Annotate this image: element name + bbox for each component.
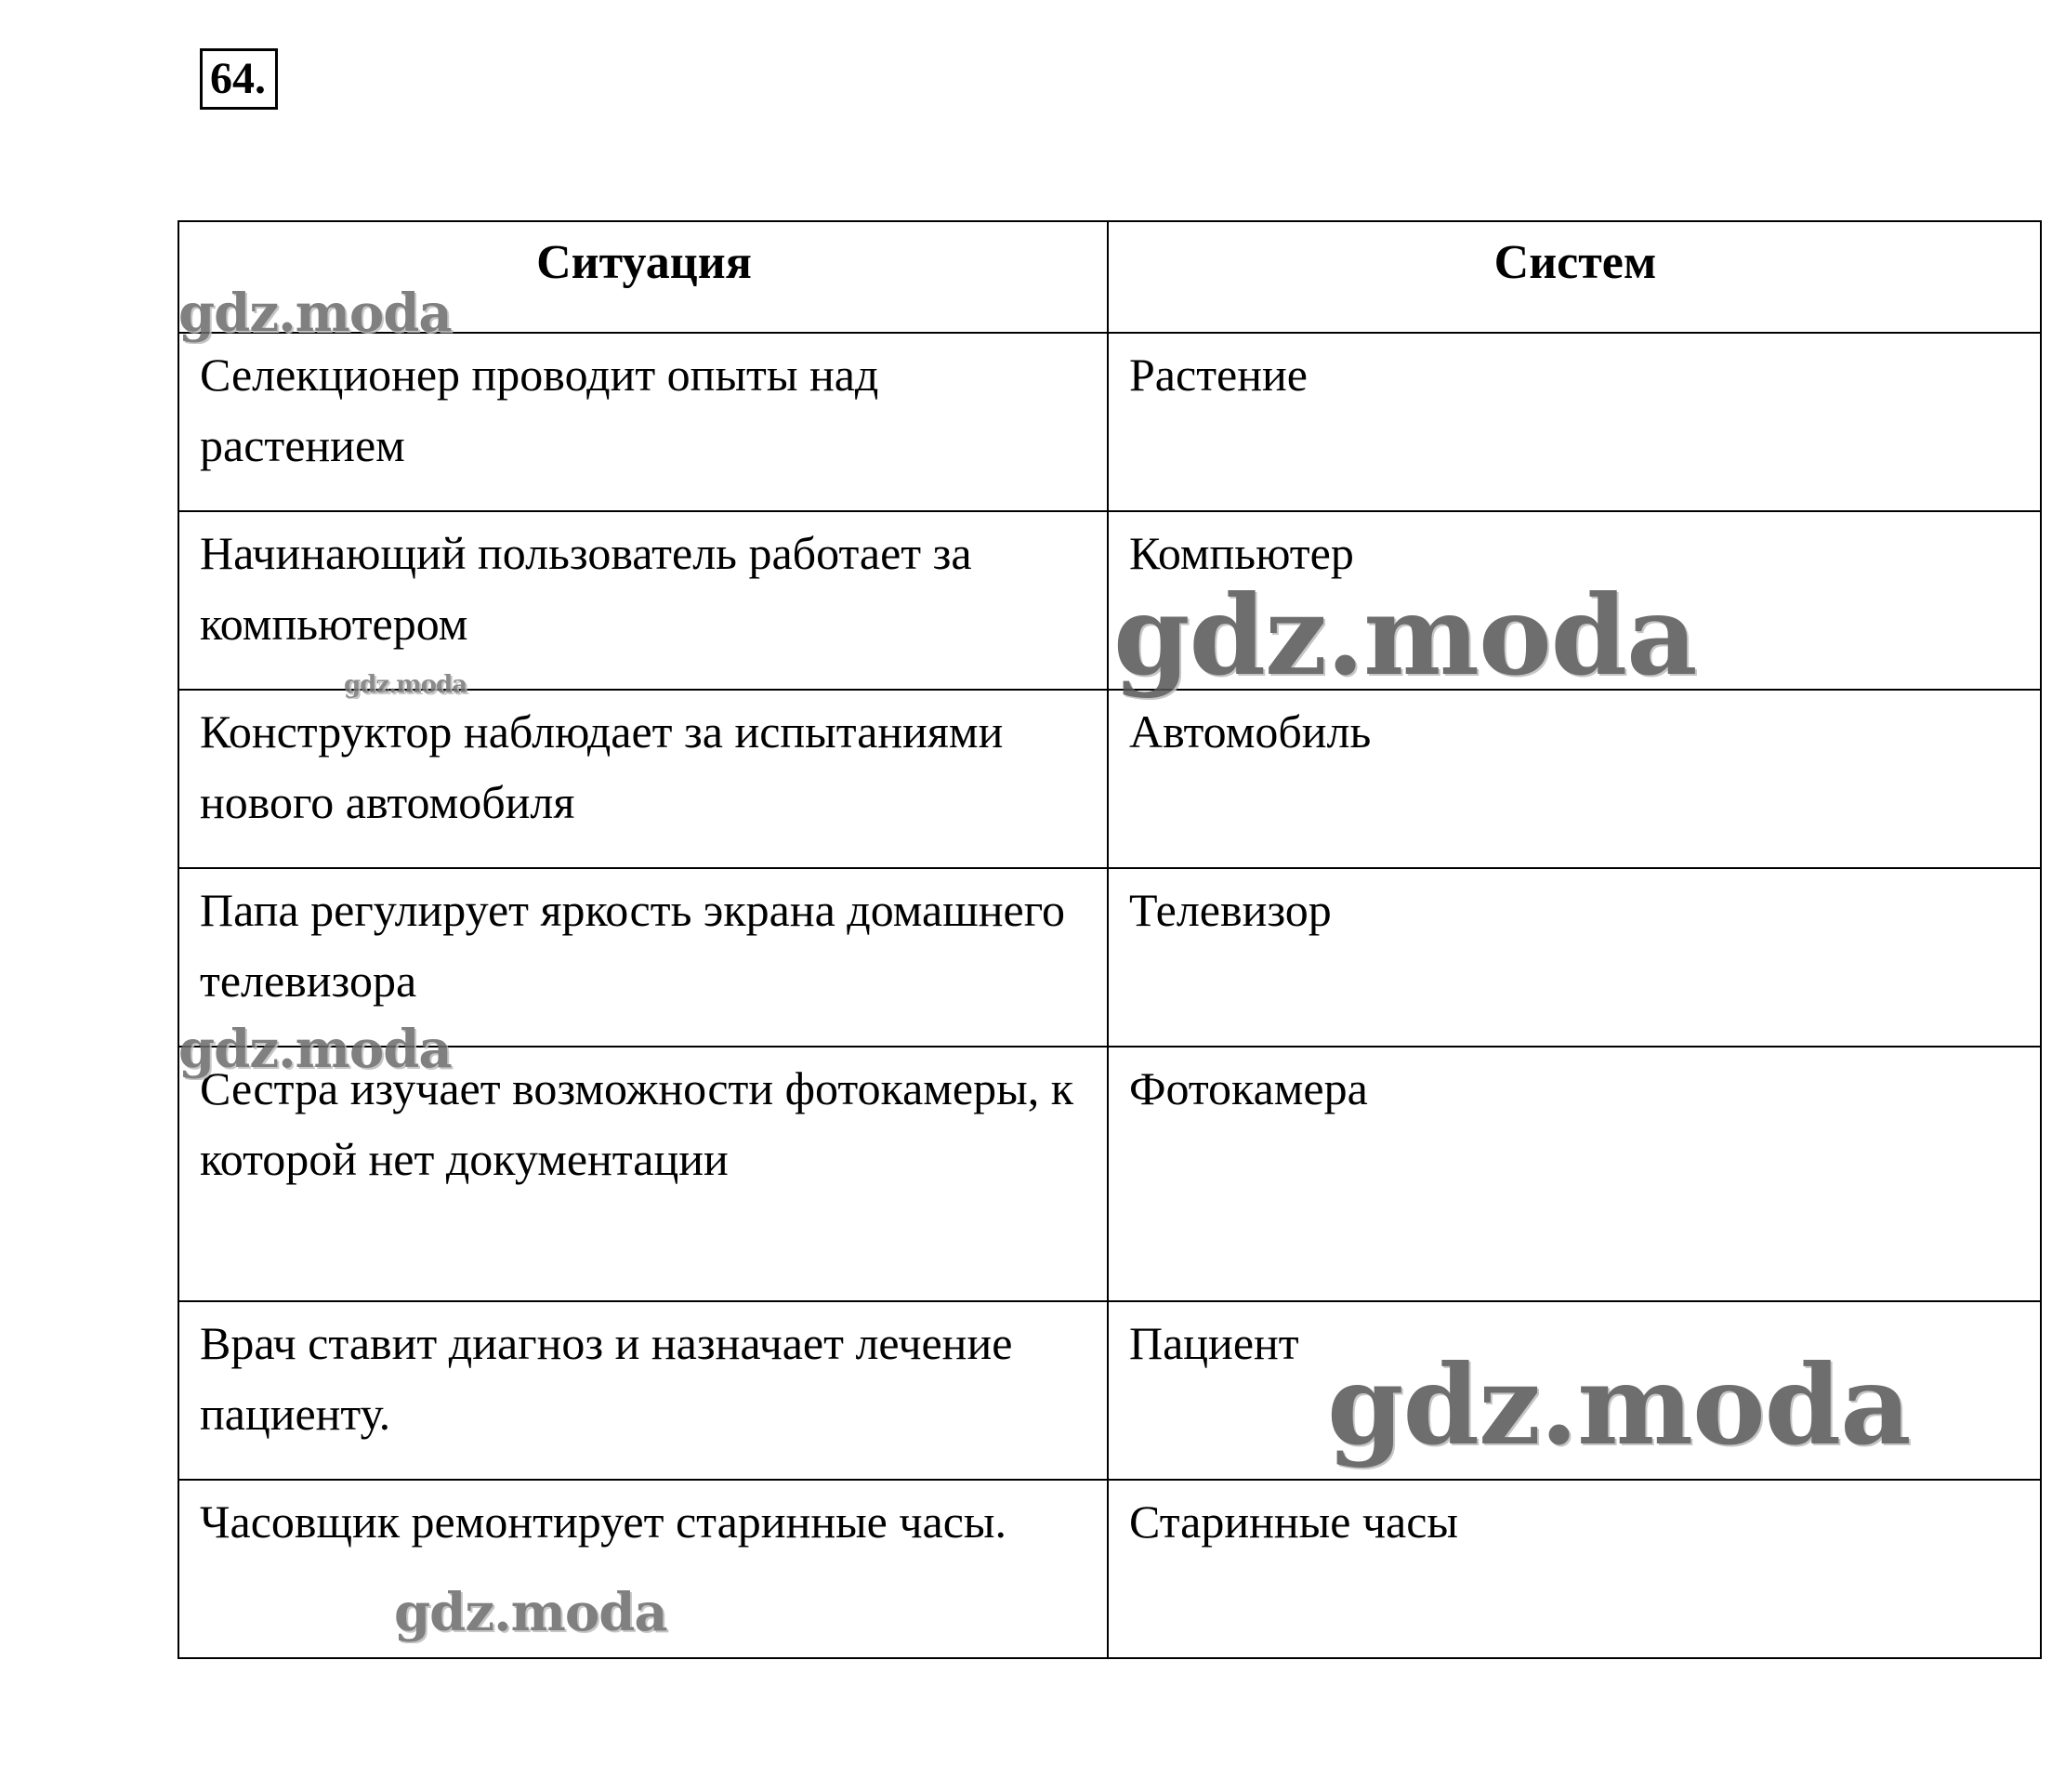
situation-cell: Врач ставит диагноз и назначает лечение пациенту. [178, 1301, 1108, 1480]
watermark: gdz.moda [178, 283, 452, 344]
watermark: gdz.moda [1113, 571, 1697, 700]
answer-table [178, 220, 2042, 1659]
system-cell: Растение [1108, 333, 2041, 511]
system-cell: Старинные часы [1108, 1480, 2041, 1658]
table-row [178, 1301, 2041, 1480]
table-row [178, 690, 2041, 868]
watermark: gdz.moda [178, 1019, 452, 1080]
table-row [178, 1047, 2041, 1301]
table-row [178, 1480, 2041, 1658]
system-cell: Телевизор [1108, 868, 2041, 1047]
watermark: gdz.moda [1327, 1340, 1911, 1469]
situation-cell: Селекционер проводит опыты над растением [178, 333, 1108, 511]
system-cell: Автомобиль [1108, 690, 2041, 868]
situation-cell: Начинающий пользователь работает за компьютером [178, 511, 1108, 690]
table-row [178, 511, 2041, 690]
system-cell: Пациент [1108, 1301, 2041, 1480]
watermark: gdz.moda [344, 671, 467, 699]
table-header-row [178, 221, 2041, 333]
header-system: Систем [1108, 221, 2041, 333]
table-row [178, 333, 2041, 511]
task-number: 64. [200, 48, 278, 110]
situation-cell: Сестра изучает возможности фотокамеры, к которой нет документации [178, 1047, 1108, 1301]
header-situation: Ситуация [178, 221, 1108, 333]
system-cell: Фотокамера [1108, 1047, 2041, 1301]
table-row [178, 868, 2041, 1047]
watermark: gdz.moda [394, 1582, 667, 1643]
situation-cell: Папа регулирует яркость экрана домашнего телевизора [178, 868, 1108, 1047]
system-cell: Компьютер [1108, 511, 2041, 690]
situation-cell: Часовщик ремонтирует старинные часы. [178, 1480, 1108, 1658]
situation-cell: Конструктор наблюдает за испытаниями нового автомобиля [178, 690, 1108, 868]
